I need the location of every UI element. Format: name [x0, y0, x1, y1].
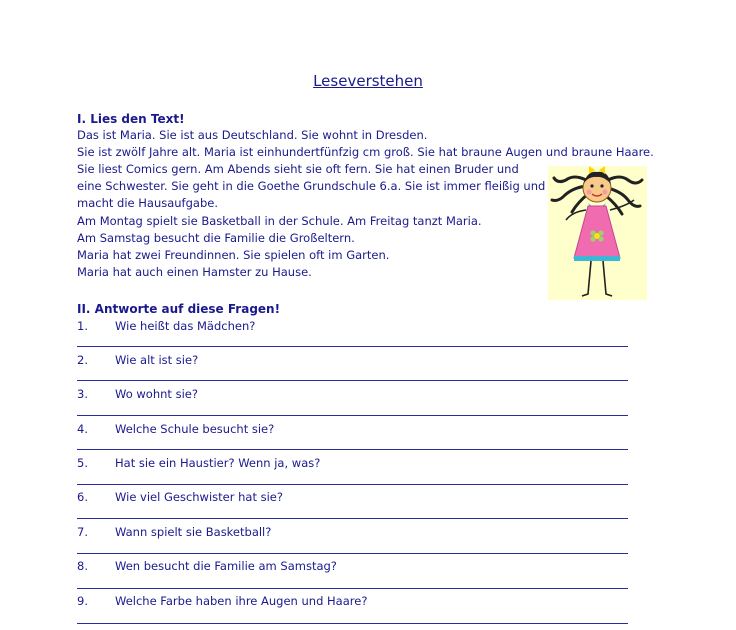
question-4 — [77, 422, 274, 436]
question-text: Hat sie ein Haustier? Wenn ja, was? — [115, 456, 321, 470]
text-line: Sie ist zwölf Jahre alt. Maria ist einhundertfünfzig cm groß. Sie hat braune Augen und braune Haare. — [77, 145, 654, 159]
question-number: 8. — [77, 559, 88, 573]
question-number: 5. — [77, 456, 88, 470]
answer-line-3[interactable] — [77, 415, 628, 416]
question-6 — [77, 490, 283, 504]
question-text: Welche Schule besucht sie? — [115, 422, 275, 436]
section-1-heading: I. Lies den Text! — [77, 112, 185, 126]
answer-line-8[interactable] — [77, 588, 628, 589]
dress — [574, 206, 620, 258]
question-number: 1. — [77, 319, 88, 333]
question-text: Welche Farbe haben ihre Augen und Haare? — [115, 594, 368, 608]
question-9 — [77, 594, 367, 608]
question-8 — [77, 559, 337, 573]
girl-illustration — [548, 166, 647, 300]
page-title: Leseverstehen — [313, 72, 423, 90]
answer-line-2[interactable] — [77, 380, 628, 381]
question-number: 6. — [77, 490, 88, 504]
answer-line-5[interactable] — [77, 484, 628, 485]
text-line: Maria hat zwei Freundinnen. Sie spielen oft im Garten. — [77, 248, 390, 262]
answer-line-9[interactable] — [77, 623, 628, 624]
question-number: 2. — [77, 353, 88, 367]
question-text: Wie viel Geschwister hat sie? — [115, 490, 283, 504]
text-line: Das ist Maria. Sie ist aus Deutschland. Sie wohnt in Dresden. — [77, 128, 428, 142]
question-number: 7. — [77, 525, 88, 539]
text-line: Sie liest Comics gern. Am Abends sieht sie oft fern. Sie hat einen Bruder und — [77, 162, 519, 176]
text-line: macht die Hausaufgabe. — [77, 196, 218, 210]
question-text: Wie alt ist sie? — [115, 353, 199, 367]
question-5 — [77, 456, 320, 470]
answer-line-7[interactable] — [77, 553, 628, 554]
text-line: Am Samstag besucht die Familie die Großeltern. — [77, 231, 355, 245]
question-1 — [77, 319, 255, 333]
text-line: eine Schwester. Sie geht in die Goethe Grundschule 6.a. Sie ist immer fleißig und — [77, 179, 546, 193]
question-text: Wann spielt sie Basketball? — [115, 525, 272, 539]
question-number: 4. — [77, 422, 88, 436]
text-line: Am Montag spielt sie Basketball in der Schule. Am Freitag tanzt Maria. — [77, 214, 482, 228]
answer-line-1[interactable] — [77, 346, 628, 347]
question-text: Wo wohnt sie? — [115, 387, 198, 401]
section-2-heading: II. Antworte auf diese Fragen! — [77, 302, 281, 316]
question-number: 9. — [77, 594, 88, 608]
question-text: Wie heißt das Mädchen? — [115, 319, 256, 333]
question-number: 3. — [77, 387, 88, 401]
answer-line-4[interactable] — [77, 449, 628, 450]
answer-line-6[interactable] — [77, 518, 628, 519]
question-text: Wen besucht die Familie am Samstag? — [115, 559, 337, 573]
girl-drawing — [548, 166, 647, 300]
text-line: Maria hat auch einen Hamster zu Hause. — [77, 265, 312, 279]
question-7 — [77, 525, 271, 539]
question-3 — [77, 387, 198, 401]
question-2 — [77, 353, 198, 367]
